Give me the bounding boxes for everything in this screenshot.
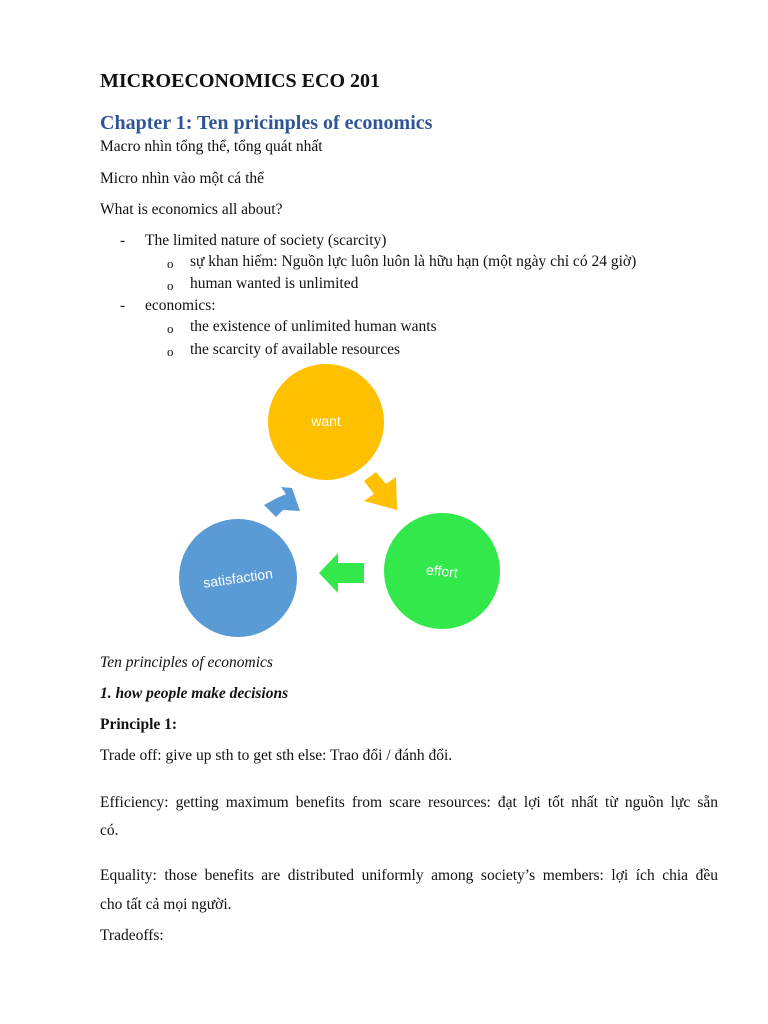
paragraph-tradeoffs: Tradeoffs: xyxy=(100,927,164,944)
node-satisfaction-label: satisfaction xyxy=(202,565,274,591)
chapter-heading: Chapter 1: Ten pricinples of economics xyxy=(100,112,433,134)
paragraph-macro: Macro nhìn tổng thể, tổng quát nhất xyxy=(100,138,323,155)
node-effort-label: effort xyxy=(425,561,459,581)
paragraph-micro: Micro nhìn vào một cá thể xyxy=(100,170,264,187)
paragraph-equality-line: cho tất cả mọi người. xyxy=(100,896,232,913)
sublist-item: the scarcity of available resources xyxy=(190,341,401,358)
cycle-diagram xyxy=(0,355,768,655)
sublist-item-marker: o xyxy=(167,256,174,271)
sublist-item: the existence of unlimited human wants xyxy=(190,318,437,335)
paragraph-efficiency-line: có. xyxy=(100,822,119,839)
section-heading: 1. how people make decisions xyxy=(100,685,289,702)
list-item: The limited nature of society (scarcity) xyxy=(145,232,387,249)
sublist-item-marker: o xyxy=(167,321,174,336)
sublist-item: human wanted is unlimited xyxy=(190,275,359,292)
paragraph-question: What is economics all about? xyxy=(100,201,283,218)
list-item-marker: - xyxy=(120,232,126,249)
arrow-want-to-effort xyxy=(364,472,397,510)
document-title: MICROECONOMICS ECO 201 xyxy=(100,70,381,92)
arrow-satisfaction-to-want xyxy=(264,487,300,517)
sublist-item-marker: o xyxy=(167,344,174,359)
arrow-effort-to-satisfaction xyxy=(319,553,364,593)
sublist-item: sự khan hiếm: Nguồn lực luôn luôn là hữu hạn (một ngày chỉ có 24 giờ) xyxy=(190,253,637,270)
list-item-marker: - xyxy=(120,297,126,314)
paragraph-efficiency-line: Efficiency: getting maximum benefits from scare resources: đạt lợi tốt nhất từ nguồn lực sẵn xyxy=(100,794,718,811)
ten-principles-heading: Ten principles of economics xyxy=(100,654,273,671)
paragraph-tradeoff: Trade off: give up sth to get sth else: Trao đổi / đánh đổi. xyxy=(100,747,453,764)
paragraph-equality-line: Equality: those benefits are distributed uniformly among society’s members: lợi ích chia đều xyxy=(100,867,718,884)
list-item: economics: xyxy=(145,297,216,314)
sublist-item-marker: o xyxy=(167,278,174,293)
principle-heading: Principle 1: xyxy=(100,716,178,733)
node-want-label: want xyxy=(311,413,341,429)
